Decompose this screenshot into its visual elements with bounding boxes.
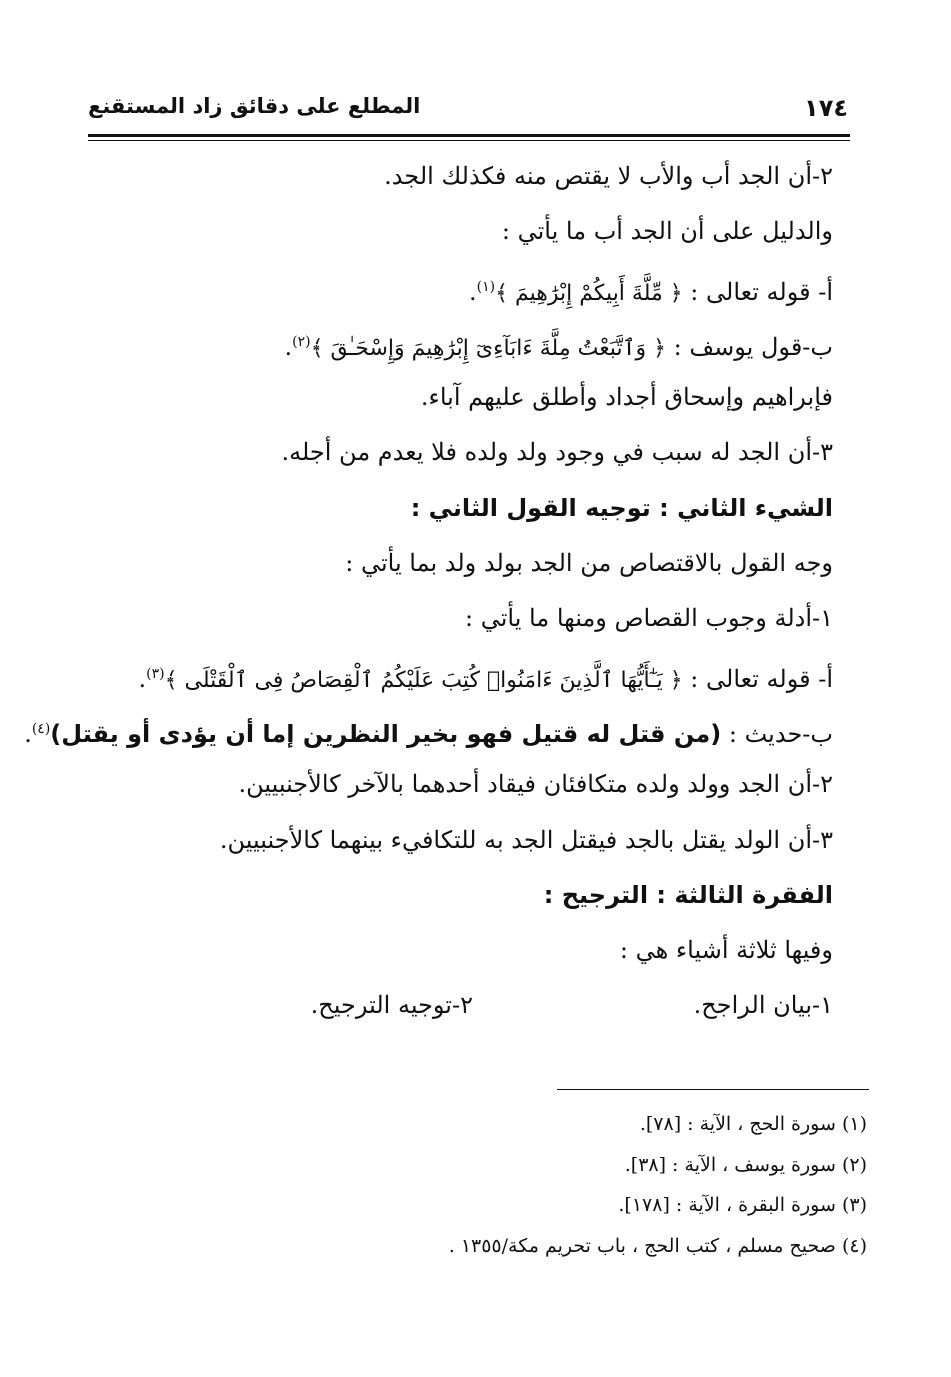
line-prefix: أ- قوله تعالى : [682, 664, 833, 693]
footnote-ref: (٣) [146, 665, 165, 682]
line-prefix: ب-حديث : [721, 719, 833, 748]
main-text [24, 160, 833, 1045]
footnote-separator [557, 1089, 869, 1090]
text-line: وجه القول بالاقتصاص من الجد بولد ولد بما يأتي : [345, 549, 833, 578]
text-line: فإبراهيم وإسحاق أجداد وأطلق عليهم آباء. [420, 383, 833, 412]
header-rule-thin [88, 140, 850, 141]
quran-verse: ﴿ مِّلَّةَ أَبِيكُمْ إِبْرَٰهِيمَ ﴾ [495, 280, 683, 306]
line-suffix: . [469, 277, 477, 306]
line-suffix: . [138, 664, 147, 693]
footnote: (٣) سورة البقرة ، الآية : [١٧٨]. [618, 1194, 867, 1217]
text-line: ٣-أن الجد له سبب في وجود ولد ولده فلا يعدم من أجله. [281, 438, 833, 467]
text-line: ٢-أن الجد أب والأب لا يقتص منه فكذلك الجد. [384, 162, 833, 190]
text-line: والدليل على أن الجد أب ما يأتي : [501, 217, 833, 246]
hadith-quote: (من قتل له قتيل فهو بخير النظرين إما أن يؤدى أو يقتل) [50, 719, 722, 748]
header-rule [88, 134, 850, 137]
page-number: ١٧٤ [804, 94, 848, 122]
footnote: (١) سورة الحج ، الآية : [٧٨]. [639, 1113, 867, 1135]
text-line [113, 658, 833, 713]
running-title: المطلع على دقائق زاد المستقنع [88, 94, 421, 118]
section-heading: الفقرة الثالثة : الترجيح : [543, 880, 833, 909]
section-heading: الشيء الثاني : توجيه القول الثاني : [410, 493, 833, 522]
footnote-ref: (١) [476, 278, 496, 295]
text-line [113, 326, 833, 381]
text-line [24, 713, 833, 768]
text-line: ٢-أن الجد وولد ولده متكافئان فيقاد أحدهما بالآخر كالأجنبيين. [238, 770, 833, 799]
text-line-two-column [113, 989, 833, 1044]
footnotes [167, 1110, 867, 1273]
quran-verse: ﴿ يَـٰٓأَيُّهَا ٱلَّذِينَ ءَامَنُوا۟ كُتِبَ عَلَيْكُمُ ٱلْقِصَاصُ فِى ٱلْقَتْلَى ﴾ [164, 667, 683, 693]
page-header [88, 92, 848, 132]
line-suffix: . [24, 719, 32, 748]
text-line [113, 271, 833, 326]
text-line: وفيها ثلاثة أشياء هي : [619, 936, 833, 965]
quran-verse: ﴿ وَٱتَّبَعْتُ مِلَّةَ ءَابَآءِىٓ إِبْرَٰهِيمَ وَإِسْحَـٰقَ ﴾ [310, 335, 666, 361]
text-line: ١-أدلة وجوب القصاص ومنها ما يأتي : [465, 604, 833, 633]
line-prefix: ب-قول يوسف : [665, 332, 833, 361]
list-item: ٢-توجيه الترجيح. [310, 991, 473, 1020]
footnote-ref: (٢) [292, 333, 311, 350]
text-line: ٣-أن الولد يقتل بالجد فيقتل الجد به للتكافيء بينهما كالأجنبيين. [219, 825, 833, 854]
footnote: (٤) صحيح مسلم ، كتب الحج ، باب تحريم مكة/١٣٥٥ . [448, 1235, 867, 1258]
line-prefix: أ- قوله تعالى : [682, 277, 833, 306]
footnote: (٢) سورة يوسف ، الآية : [٣٨]. [624, 1153, 867, 1176]
footnote-ref: (٤) [31, 720, 51, 737]
list-item: ١-بيان الراجح. [693, 991, 833, 1020]
line-suffix: . [284, 332, 293, 361]
